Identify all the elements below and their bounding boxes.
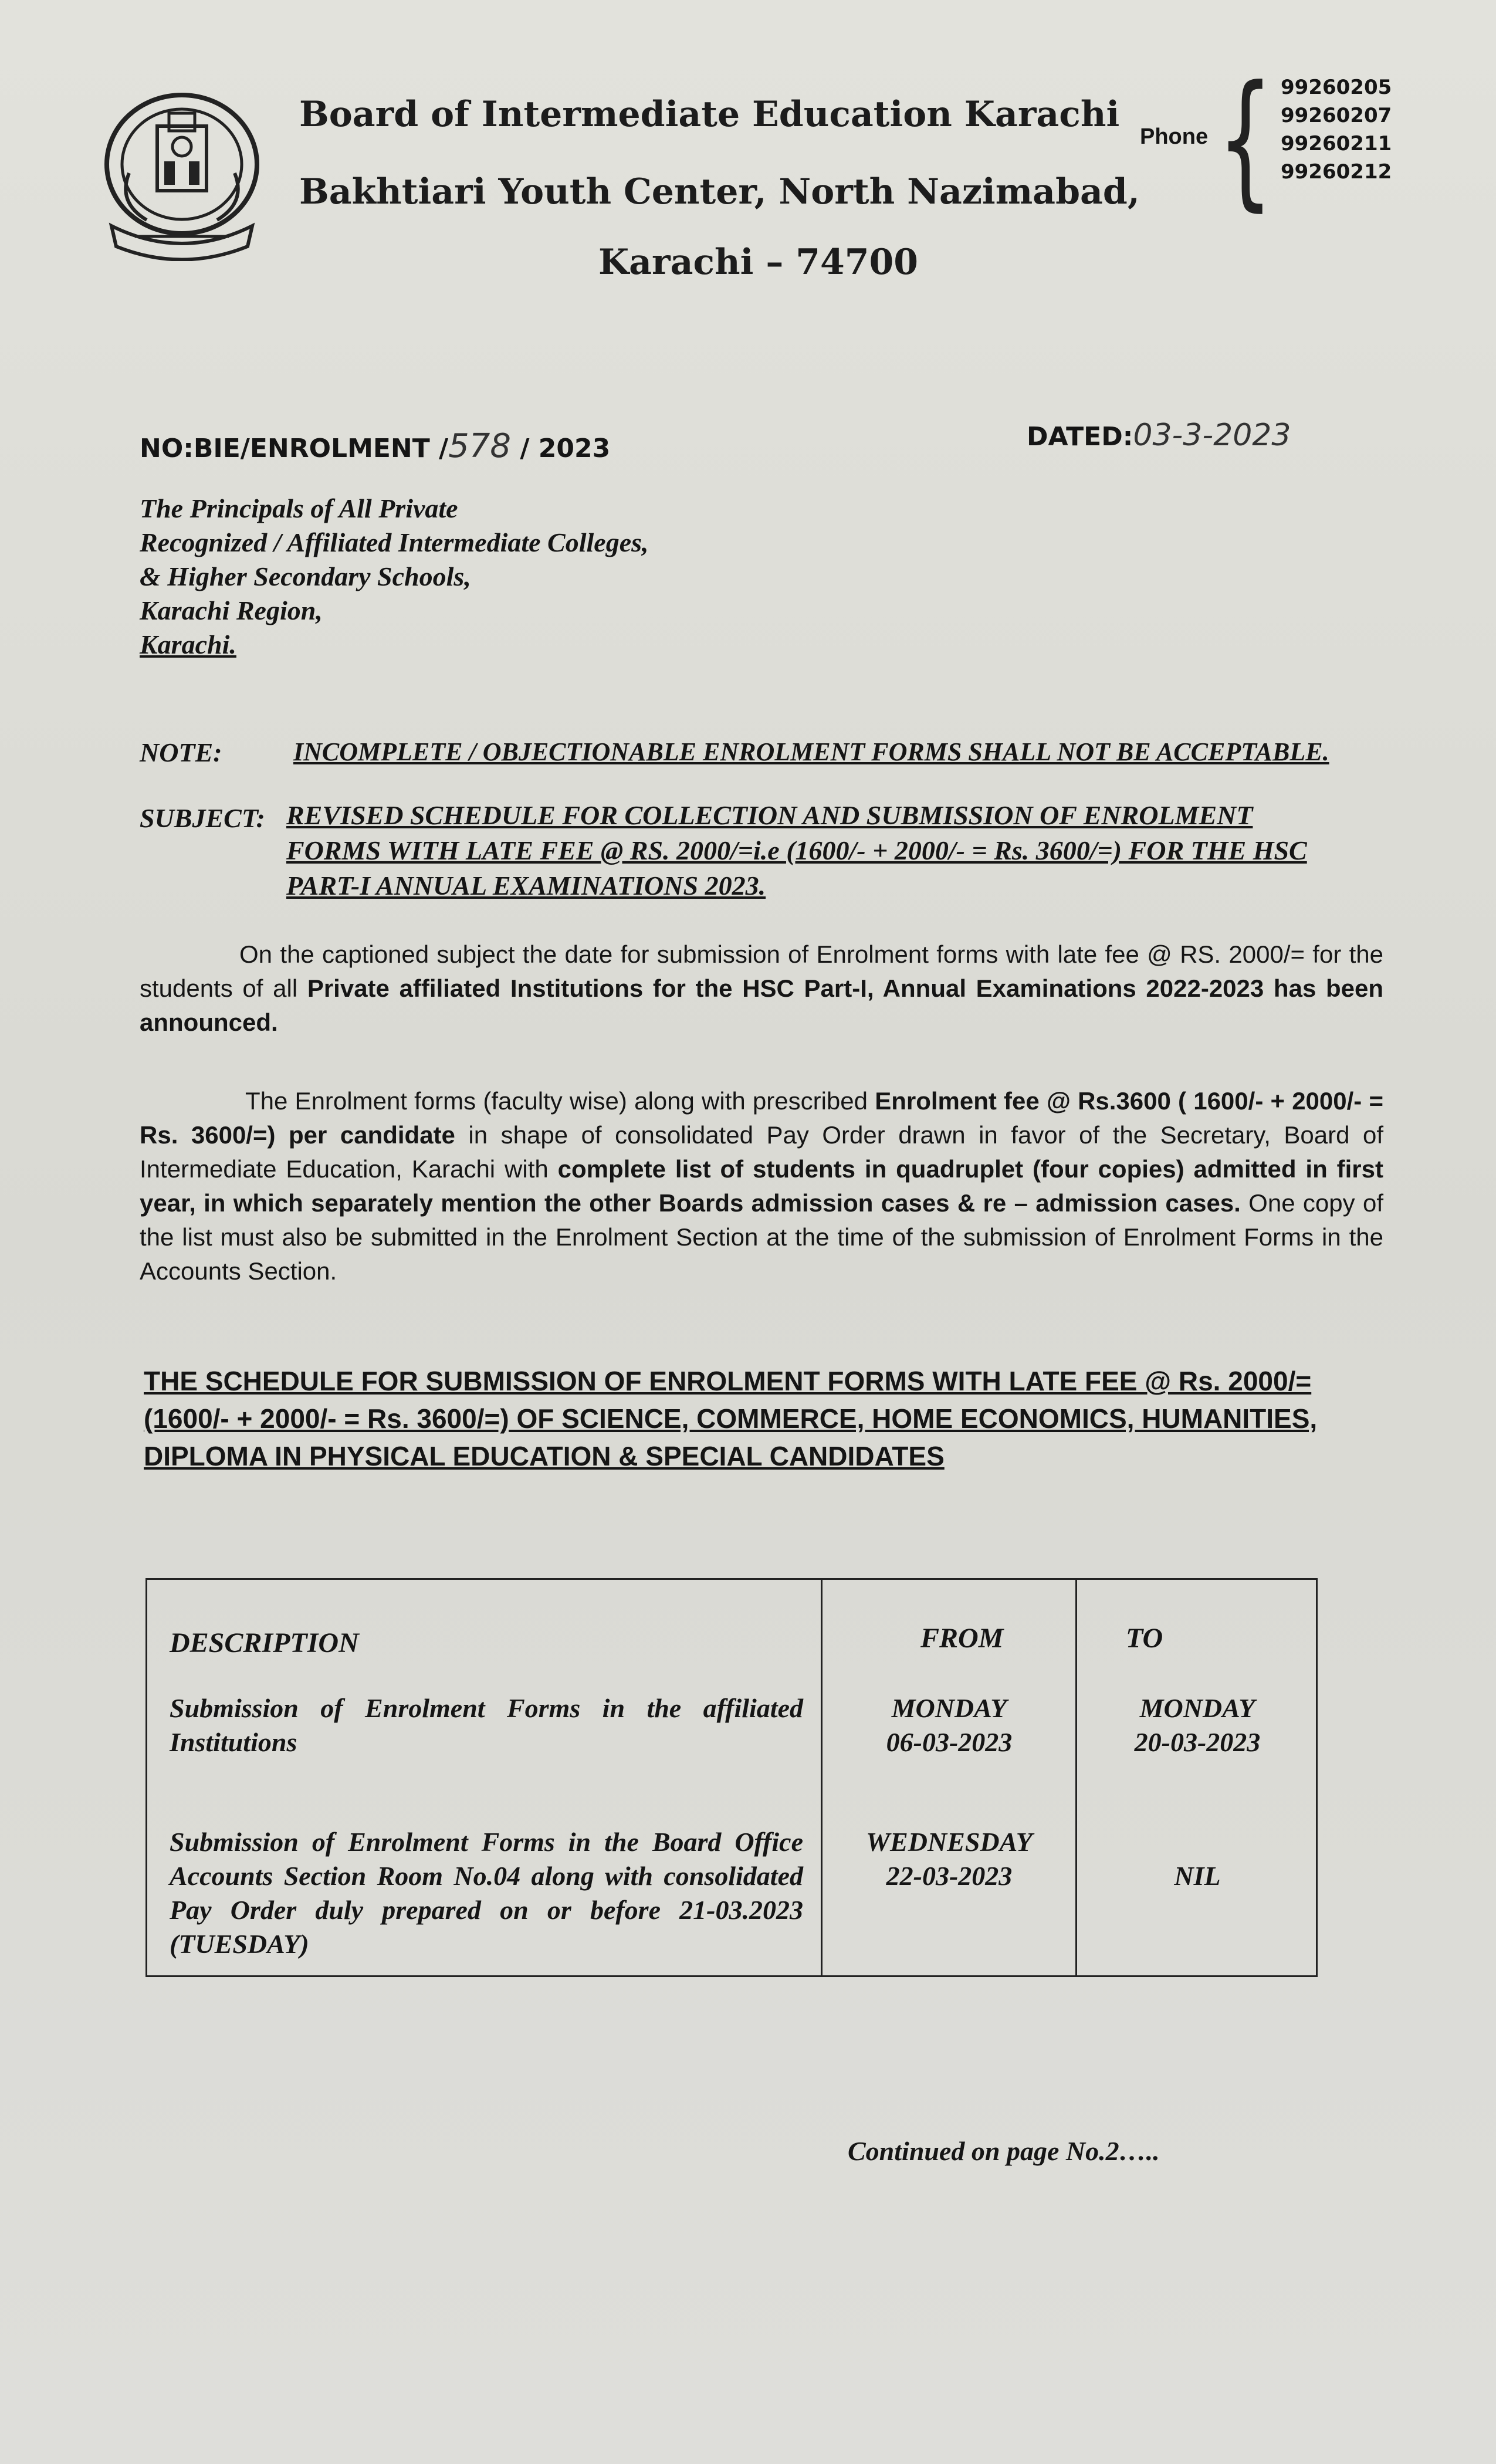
table-row-2-to	[1078, 1859, 1317, 1893]
table-divider	[1075, 1580, 1077, 1975]
para-bold: complete list of students in quadruplet (four copies) admitted in first year, in which separately mention the other Boards admission cases & re – admission cases.	[140, 1155, 1383, 1217]
paragraph-instructions	[140, 1084, 1383, 1288]
table-header-to: TO	[1126, 1623, 1163, 1654]
para-text: The Enrolment forms (faculty wise) along with prescribed	[245, 1087, 875, 1115]
note-label: NOTE:	[140, 737, 222, 767]
org-name: Board of Intermediate Education Karachi	[299, 94, 1120, 135]
continued-note: Continued on page No.2…..	[848, 2136, 1160, 2166]
para-text: in shape of consolidated Pay Order drawn in favor of the Secretary, Board of Intermediate Education, Karachi with	[140, 1121, 1383, 1183]
addressee-line: Karachi Region,	[140, 595, 323, 625]
subject-label: SUBJECT:	[140, 803, 265, 833]
org-address: Bakhtiari Youth Center, North Nazimabad,	[299, 171, 1140, 212]
reference-number	[140, 427, 610, 465]
from-date: 06-03-2023	[886, 1727, 1013, 1757]
subject-text: REVISED SCHEDULE FOR COLLECTION AND SUBMISSION OF ENROLMENT FORMS WITH LATE FEE @ RS. 2000/=i.e (1600/- + 2000/- = Rs. 3600/=) FOR THE HSC PART-I ANNUAL EXAMINATIONS 2023.	[286, 800, 1307, 901]
table-row-2-from	[823, 1825, 1075, 1893]
para-text: One copy of the list must also be submitted in the Enrolment Section at the time of the submission of Enrolment Forms in the Accounts Section.	[140, 1189, 1383, 1285]
para-text: On the captioned subject the date for submission of Enrolment forms with late fee @ RS. 2000/= for the students of all	[140, 940, 1383, 1002]
addressee-line: Karachi.	[140, 629, 236, 659]
table-row-1-description: Submission of Enrolment Forms in the affiliated Institutions	[170, 1693, 803, 1757]
ref-year: / 2023	[511, 434, 611, 463]
to-day: MONDAY	[1139, 1693, 1255, 1723]
from-date: 22-03-2023	[886, 1861, 1013, 1891]
para-bold: Enrolment fee @ Rs.3600 ( 1600/- + 2000/- = Rs. 3600/=) per candidate	[140, 1087, 1383, 1149]
board-seal-logo	[94, 85, 270, 261]
addressee-line: Recognized / Affiliated Intermediate Colleges,	[140, 527, 649, 557]
schedule-table	[145, 1578, 1318, 1977]
addressee-line: The Principals of All Private	[140, 493, 458, 523]
to-date: NIL	[1174, 1861, 1221, 1891]
dated-label: DATED:	[1027, 422, 1133, 452]
addressee-line: & Higher Secondary Schools,	[140, 561, 471, 591]
phone-number: 99260212	[1281, 160, 1392, 184]
org-city: Karachi – 74700	[598, 242, 918, 283]
dated	[1027, 418, 1291, 453]
table-row-2-description: Submission of Enrolment Forms in the Board Office Accounts Section Room No.04 along with consolidated Pay Order duly prepared on or before 21-03.2023 (TUESDAY)	[170, 1827, 803, 1959]
ref-prefix: NO:BIE/ENROLMENT /	[140, 434, 449, 463]
table-header-from: FROM	[920, 1623, 1004, 1654]
table-header-description: DESCRIPTION	[170, 1627, 359, 1659]
phone-number: 99260211	[1281, 132, 1392, 155]
addressee-block	[140, 492, 649, 662]
schedule-heading: THE SCHEDULE FOR SUBMISSION OF ENROLMENT FORMS WITH LATE FEE @ Rs. 2000/= (1600/- + 2000/- = Rs. 3600/=) OF SCIENCE, COMMERCE, HOME ECONOMICS, HUMANITIES, DIPLOMA IN PHYSICAL EDUCATION & SPECIAL CANDIDATES	[144, 1366, 1318, 1471]
table-row-1-to	[1078, 1691, 1317, 1759]
table-divider	[821, 1580, 823, 1975]
paragraph-announcement	[140, 937, 1383, 1040]
from-day: MONDAY	[891, 1693, 1007, 1723]
phone-number: 99260205	[1281, 76, 1392, 99]
para-bold: Private affiliated Institutions for the HSC Part-I, Annual Examinations 2022-2023 has been announced.	[140, 974, 1383, 1036]
phone-number: 99260207	[1281, 104, 1392, 127]
to-date: 20-03-2023	[1134, 1727, 1261, 1757]
brace-glyph: {	[1217, 54, 1274, 225]
table-row-1-from	[823, 1691, 1075, 1759]
phone-label: Phone	[1140, 124, 1209, 149]
phone-numbers	[1281, 73, 1392, 186]
ref-handwritten-number: 578	[448, 427, 512, 465]
dated-handwritten-value: 03-3-2023	[1133, 418, 1291, 453]
note-text: INCOMPLETE / OBJECTIONABLE ENROLMENT FORMS SHALL NOT BE ACCEPTABLE.	[293, 737, 1329, 766]
from-day: WEDNESDAY	[866, 1827, 1033, 1857]
